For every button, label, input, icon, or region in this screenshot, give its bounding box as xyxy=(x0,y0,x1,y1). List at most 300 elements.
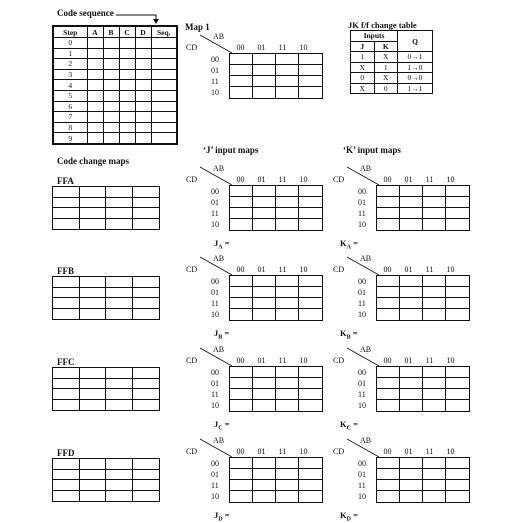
kmap-cell[interactable] xyxy=(230,389,253,400)
kmap-cell[interactable] xyxy=(253,276,276,287)
j-equation-prefix: J xyxy=(214,510,219,520)
change-map-cell[interactable] xyxy=(53,400,80,411)
sequence-cell xyxy=(103,59,119,70)
map1-title: Map 1 xyxy=(185,22,210,32)
kmap-cell[interactable] xyxy=(446,378,469,389)
change-map-cell[interactable] xyxy=(53,288,80,299)
change-map-cell[interactable] xyxy=(53,187,80,198)
kmap-cell[interactable] xyxy=(230,219,253,230)
kmap-cell[interactable] xyxy=(276,197,299,208)
change-map-cell[interactable] xyxy=(53,379,80,390)
j-equation-eq: = xyxy=(224,328,230,338)
j-equation-prefix: J xyxy=(214,238,219,248)
k-input-kmap xyxy=(333,254,473,324)
change-map-cell[interactable] xyxy=(53,368,80,379)
kmap-cell[interactable] xyxy=(253,298,276,309)
kmap-col: 10 xyxy=(446,265,455,274)
kmap-cell[interactable] xyxy=(276,491,299,502)
kmap-cell[interactable] xyxy=(400,389,423,400)
change-map-cell[interactable] xyxy=(80,368,107,379)
kmap-cell[interactable] xyxy=(400,400,423,411)
kmap-cell[interactable] xyxy=(299,208,322,219)
j-equation-sub: D xyxy=(218,516,223,523)
kmap-cell[interactable] xyxy=(377,219,400,230)
k-input-kmap xyxy=(333,345,473,415)
kmap-cell[interactable] xyxy=(230,276,253,287)
kmap-cell[interactable] xyxy=(377,197,400,208)
kmap-cell[interactable] xyxy=(230,458,253,469)
kmap-cell[interactable] xyxy=(299,367,322,378)
k-equation-eq: = xyxy=(353,238,358,248)
kmap-cell[interactable] xyxy=(253,65,276,76)
kmap-cell[interactable] xyxy=(276,458,299,469)
kmap-cell[interactable] xyxy=(377,469,400,480)
change-map-cell[interactable] xyxy=(80,400,107,411)
kmap-cell[interactable] xyxy=(299,309,322,320)
kmap-cell[interactable] xyxy=(446,389,469,400)
kmap-cell[interactable] xyxy=(253,208,276,219)
change-map-cell[interactable] xyxy=(133,480,160,491)
kmap-row-labels xyxy=(211,54,219,98)
change-map-cell[interactable] xyxy=(80,208,107,219)
change-map-cell[interactable] xyxy=(106,298,133,309)
sequence-cell xyxy=(151,69,177,80)
sequence-cell xyxy=(151,48,177,59)
sequence-cell xyxy=(103,112,119,123)
kmap-cell[interactable] xyxy=(423,186,446,197)
kmap-cell[interactable] xyxy=(299,219,322,230)
sequence-cell xyxy=(103,133,119,144)
kmap-cell[interactable] xyxy=(253,186,276,197)
change-map-cell[interactable] xyxy=(80,277,107,288)
change-map-cell[interactable] xyxy=(106,277,133,288)
kmap-column-labels xyxy=(230,43,314,52)
kmap-cell[interactable] xyxy=(299,197,322,208)
change-map-cell[interactable] xyxy=(106,491,133,502)
kmap-cell[interactable] xyxy=(423,367,446,378)
kmap-col: 00 xyxy=(236,265,245,274)
kmap-cell[interactable] xyxy=(276,389,299,400)
kmap-cell[interactable] xyxy=(400,219,423,230)
kmap-cell[interactable] xyxy=(446,298,469,309)
kmap-cell[interactable] xyxy=(446,186,469,197)
change-map-cell[interactable] xyxy=(133,198,160,209)
kmap-col: 00 xyxy=(383,175,392,184)
kmap-cell[interactable] xyxy=(299,54,322,65)
kmap-cell[interactable] xyxy=(230,65,253,76)
kmap-cell[interactable] xyxy=(230,378,253,389)
kmap-grid xyxy=(376,185,470,231)
kmap-cell[interactable] xyxy=(253,491,276,502)
kmap-cell[interactable] xyxy=(446,309,469,320)
k-equation-eq: = xyxy=(353,419,358,429)
change-map-cell[interactable] xyxy=(133,470,160,481)
change-map-cell[interactable] xyxy=(133,368,160,379)
kmap-cell[interactable] xyxy=(377,186,400,197)
kmap-cell[interactable] xyxy=(253,367,276,378)
table-row xyxy=(53,90,177,101)
kmap-cell[interactable] xyxy=(377,276,400,287)
kmap-cell[interactable] xyxy=(230,400,253,411)
kmap-cell[interactable] xyxy=(276,287,299,298)
kmap-cell[interactable] xyxy=(276,76,299,87)
kmap-cell[interactable] xyxy=(446,276,469,287)
change-map-cell[interactable] xyxy=(53,480,80,491)
kmap-cell[interactable] xyxy=(276,480,299,491)
j-equation-sub: C xyxy=(218,425,223,432)
change-map-cell[interactable] xyxy=(53,198,80,209)
kmap-cell[interactable] xyxy=(253,76,276,87)
kmap-cell[interactable] xyxy=(446,208,469,219)
kmap-cell[interactable] xyxy=(276,186,299,197)
kmap-row: 00 xyxy=(211,187,219,196)
kmap-cell[interactable] xyxy=(299,276,322,287)
change-map-cell[interactable] xyxy=(106,459,133,470)
change-map-cell[interactable] xyxy=(106,219,133,230)
change-map-cell[interactable] xyxy=(80,198,107,209)
sequence-cell xyxy=(87,48,103,59)
change-map-cell[interactable] xyxy=(80,288,107,299)
kmap-col: 11 xyxy=(278,175,287,184)
kmap-row-labels xyxy=(358,186,366,230)
kmap-col: 10 xyxy=(299,175,308,184)
kmap-col: 01 xyxy=(404,265,413,274)
kmap-cell[interactable] xyxy=(253,287,276,298)
kmap-cell[interactable] xyxy=(276,378,299,389)
kmap-cell[interactable] xyxy=(423,400,446,411)
change-map-cell[interactable] xyxy=(53,208,80,219)
change-map-cell[interactable] xyxy=(53,309,80,320)
kmap-cell[interactable] xyxy=(230,298,253,309)
j-input-kmap xyxy=(186,164,326,234)
change-map-cell[interactable] xyxy=(80,470,107,481)
change-map-cell[interactable] xyxy=(80,309,107,320)
jk-row xyxy=(351,52,433,63)
kmap-cell[interactable] xyxy=(377,458,400,469)
kmap-col: 11 xyxy=(278,265,287,274)
kmap-cell[interactable] xyxy=(253,87,276,98)
kmap-row: 00 xyxy=(358,187,366,196)
kmap-cell[interactable] xyxy=(299,480,322,491)
kmap-col: 01 xyxy=(404,356,413,365)
kmap-column-labels xyxy=(230,175,314,184)
kmap-cell[interactable] xyxy=(299,469,322,480)
change-map-cell[interactable] xyxy=(133,459,160,470)
kmap-grid xyxy=(229,53,323,99)
kmap-cell[interactable] xyxy=(423,378,446,389)
kmap-col: 00 xyxy=(236,43,245,52)
kmap-col: 11 xyxy=(278,356,287,365)
kmap-column-labels xyxy=(377,447,461,456)
change-map-cell[interactable] xyxy=(80,459,107,470)
header-a: A xyxy=(87,26,103,38)
kmap-cell[interactable] xyxy=(276,469,299,480)
kmap-row: 00 xyxy=(358,368,366,377)
change-map-cell[interactable] xyxy=(133,379,160,390)
kmap-row: 11 xyxy=(358,481,366,490)
kmap-cell[interactable] xyxy=(400,367,423,378)
kmap-cell[interactable] xyxy=(377,287,400,298)
table-row xyxy=(53,80,177,91)
change-map-cell[interactable] xyxy=(80,298,107,309)
kmap-row: 10 xyxy=(211,492,219,501)
kmap-cell[interactable] xyxy=(253,389,276,400)
change-map-cell[interactable] xyxy=(80,480,107,491)
jk-cell-j: 0 xyxy=(351,73,375,84)
kmap-cell[interactable] xyxy=(276,276,299,287)
kmap-cell[interactable] xyxy=(423,197,446,208)
kmap-cell[interactable] xyxy=(400,469,423,480)
step-number: 0 xyxy=(53,38,87,49)
kmap-grid xyxy=(376,275,470,321)
sequence-cell xyxy=(135,59,151,70)
kmap-cell[interactable] xyxy=(377,491,400,502)
change-map-cell[interactable] xyxy=(53,298,80,309)
kmap-cell[interactable] xyxy=(400,197,423,208)
kmap-cell[interactable] xyxy=(230,54,253,65)
kmap-cell[interactable] xyxy=(400,298,423,309)
change-map-cell[interactable] xyxy=(80,379,107,390)
change-map-cell[interactable] xyxy=(106,389,133,400)
kmap-grid xyxy=(229,275,323,321)
sequence-cell xyxy=(87,90,103,101)
kmap-cell[interactable] xyxy=(299,76,322,87)
change-map-cell[interactable] xyxy=(53,491,80,502)
k-input-maps-title: ‘K’ input maps xyxy=(343,145,401,155)
k-equation-eq: = xyxy=(352,328,358,338)
kmap-cell[interactable] xyxy=(253,378,276,389)
change-map-cell[interactable] xyxy=(133,298,160,309)
k-equation xyxy=(340,238,358,251)
kmap-cell[interactable] xyxy=(377,298,400,309)
kmap-cell[interactable] xyxy=(377,208,400,219)
kmap-cell[interactable] xyxy=(400,480,423,491)
kmap-cell[interactable] xyxy=(299,491,322,502)
change-map-cell[interactable] xyxy=(133,309,160,320)
change-map-cell[interactable] xyxy=(133,277,160,288)
change-map-cell[interactable] xyxy=(53,219,80,230)
sequence-cell xyxy=(87,80,103,91)
change-map-cell[interactable] xyxy=(80,219,107,230)
kmap-cell[interactable] xyxy=(446,287,469,298)
change-map-cell[interactable] xyxy=(106,208,133,219)
kmap-cell[interactable] xyxy=(253,469,276,480)
kmap-cell[interactable] xyxy=(299,458,322,469)
flipflop-name: FFC xyxy=(57,357,75,367)
kmap-cell[interactable] xyxy=(400,378,423,389)
change-map-cell[interactable] xyxy=(133,491,160,502)
kmap-row: 11 xyxy=(211,299,219,308)
kmap-cell[interactable] xyxy=(423,309,446,320)
kmap-cell[interactable] xyxy=(253,480,276,491)
change-map-cell[interactable] xyxy=(133,208,160,219)
kmap-cell[interactable] xyxy=(230,287,253,298)
kmap-cell[interactable] xyxy=(253,219,276,230)
kmap-cell[interactable] xyxy=(423,287,446,298)
kmap-cell[interactable] xyxy=(446,219,469,230)
kmap-col: 10 xyxy=(299,43,308,52)
kmap-cell[interactable] xyxy=(446,197,469,208)
kmap-cell[interactable] xyxy=(276,298,299,309)
change-map-cell[interactable] xyxy=(133,400,160,411)
kmap-cell[interactable] xyxy=(230,367,253,378)
kmap-cell[interactable] xyxy=(230,197,253,208)
kmap-cell[interactable] xyxy=(400,491,423,502)
kmap-cell[interactable] xyxy=(230,309,253,320)
change-map-cell[interactable] xyxy=(53,389,80,400)
kmap-cell[interactable] xyxy=(230,186,253,197)
kmap-ab-label: AB xyxy=(213,254,225,263)
table-row xyxy=(53,133,177,144)
kmap-cell[interactable] xyxy=(276,54,299,65)
kmap-cell[interactable] xyxy=(400,287,423,298)
change-map-cell[interactable] xyxy=(106,198,133,209)
kmap-cell[interactable] xyxy=(423,298,446,309)
kmap-cell[interactable] xyxy=(446,491,469,502)
change-map-cell[interactable] xyxy=(53,470,80,481)
jk-inputs-header: Inputs xyxy=(351,31,398,42)
jk-cell-q: 0→1 xyxy=(398,52,433,63)
change-map-cell[interactable] xyxy=(106,309,133,320)
j-equation-eq: = xyxy=(224,419,230,429)
kmap-cd-label: CD xyxy=(333,175,345,184)
sequence-cell xyxy=(87,69,103,80)
j-equation-sub: A xyxy=(218,244,223,251)
step-number: 7 xyxy=(53,112,87,123)
j-equation-eq: = xyxy=(224,510,230,520)
kmap-cell[interactable] xyxy=(423,491,446,502)
kmap-cell[interactable] xyxy=(423,276,446,287)
kmap-cell[interactable] xyxy=(299,378,322,389)
change-map-cell[interactable] xyxy=(80,491,107,502)
kmap-cell[interactable] xyxy=(400,208,423,219)
sequence-cell xyxy=(87,38,103,49)
header-b: B xyxy=(103,26,119,38)
kmap-cell[interactable] xyxy=(230,76,253,87)
kmap-cell[interactable] xyxy=(377,400,400,411)
kmap-cell[interactable] xyxy=(299,186,322,197)
kmap-cell[interactable] xyxy=(299,87,322,98)
kmap-cell[interactable] xyxy=(299,389,322,400)
kmap-cell[interactable] xyxy=(299,400,322,411)
kmap-cell[interactable] xyxy=(276,219,299,230)
code-sequence-title: Code sequence xyxy=(57,8,114,18)
kmap-cell[interactable] xyxy=(423,469,446,480)
kmap-cell[interactable] xyxy=(377,367,400,378)
kmap-cell[interactable] xyxy=(253,458,276,469)
kmap-column-labels xyxy=(377,356,461,365)
sequence-cell xyxy=(103,38,119,49)
kmap-cell[interactable] xyxy=(276,309,299,320)
kmap-cell[interactable] xyxy=(253,197,276,208)
code-sequence-table xyxy=(52,25,178,145)
kmap-cell[interactable] xyxy=(299,287,322,298)
change-map-cell[interactable] xyxy=(80,389,107,400)
kmap-cell[interactable] xyxy=(253,400,276,411)
change-map-cell[interactable] xyxy=(106,379,133,390)
kmap-cell[interactable] xyxy=(446,367,469,378)
sequence-cell xyxy=(87,122,103,133)
change-map-cell[interactable] xyxy=(106,480,133,491)
kmap-cell[interactable] xyxy=(230,208,253,219)
sequence-cell xyxy=(135,101,151,112)
change-map-cell[interactable] xyxy=(106,368,133,379)
kmap-col: 10 xyxy=(446,175,455,184)
kmap-row: 11 xyxy=(211,481,219,490)
change-map-cell[interactable] xyxy=(133,389,160,400)
kmap-cell[interactable] xyxy=(230,87,253,98)
change-map-cell[interactable] xyxy=(53,277,80,288)
kmap-cell[interactable] xyxy=(446,469,469,480)
kmap-cell[interactable] xyxy=(400,458,423,469)
sequence-cell xyxy=(135,90,151,101)
table-row xyxy=(53,59,177,70)
kmap-cell[interactable] xyxy=(276,65,299,76)
step-number: 2 xyxy=(53,59,87,70)
kmap-cell[interactable] xyxy=(400,186,423,197)
kmap-cell[interactable] xyxy=(423,480,446,491)
sequence-cell xyxy=(151,122,177,133)
j-equation-prefix: J xyxy=(214,419,219,429)
kmap-cell[interactable] xyxy=(377,389,400,400)
kmap-cell[interactable] xyxy=(299,65,322,76)
kmap-row: 00 xyxy=(358,459,366,468)
change-map-cell[interactable] xyxy=(106,288,133,299)
kmap-col: 11 xyxy=(278,447,287,456)
kmap-grid xyxy=(229,457,323,503)
kmap-cell[interactable] xyxy=(423,219,446,230)
step-number: 1 xyxy=(53,48,87,59)
change-map-cell[interactable] xyxy=(133,288,160,299)
kmap-cell[interactable] xyxy=(230,469,253,480)
kmap-cell[interactable] xyxy=(230,491,253,502)
kmap-cell[interactable] xyxy=(377,309,400,320)
change-map-cell[interactable] xyxy=(106,470,133,481)
kmap-cell[interactable] xyxy=(377,378,400,389)
kmap-cell[interactable] xyxy=(446,458,469,469)
kmap-cell[interactable] xyxy=(276,208,299,219)
change-map-cell[interactable] xyxy=(53,459,80,470)
kmap-cell[interactable] xyxy=(400,309,423,320)
kmap-row-labels xyxy=(358,367,366,411)
kmap-col: 00 xyxy=(236,175,245,184)
kmap-cell[interactable] xyxy=(230,480,253,491)
change-map-cell[interactable] xyxy=(106,400,133,411)
kmap-cell[interactable] xyxy=(276,87,299,98)
change-map-cell[interactable] xyxy=(80,187,107,198)
k-input-kmap xyxy=(333,164,473,234)
kmap-cell[interactable] xyxy=(446,480,469,491)
kmap-cell[interactable] xyxy=(276,367,299,378)
table-row xyxy=(53,101,177,112)
kmap-cell[interactable] xyxy=(299,298,322,309)
kmap-cell[interactable] xyxy=(400,276,423,287)
kmap-cell[interactable] xyxy=(446,400,469,411)
kmap-cell[interactable] xyxy=(253,309,276,320)
kmap-cell[interactable] xyxy=(423,389,446,400)
jk-cell-j: 1 xyxy=(351,52,375,63)
code-change-map-grid xyxy=(52,186,160,230)
kmap-cell[interactable] xyxy=(377,480,400,491)
kmap-cell[interactable] xyxy=(423,458,446,469)
sequence-cell xyxy=(135,122,151,133)
kmap-cell[interactable] xyxy=(423,208,446,219)
change-map-cell[interactable] xyxy=(133,219,160,230)
kmap-cell[interactable] xyxy=(253,54,276,65)
kmap-cell[interactable] xyxy=(276,400,299,411)
change-map-cell[interactable] xyxy=(133,187,160,198)
change-map-cell[interactable] xyxy=(106,187,133,198)
